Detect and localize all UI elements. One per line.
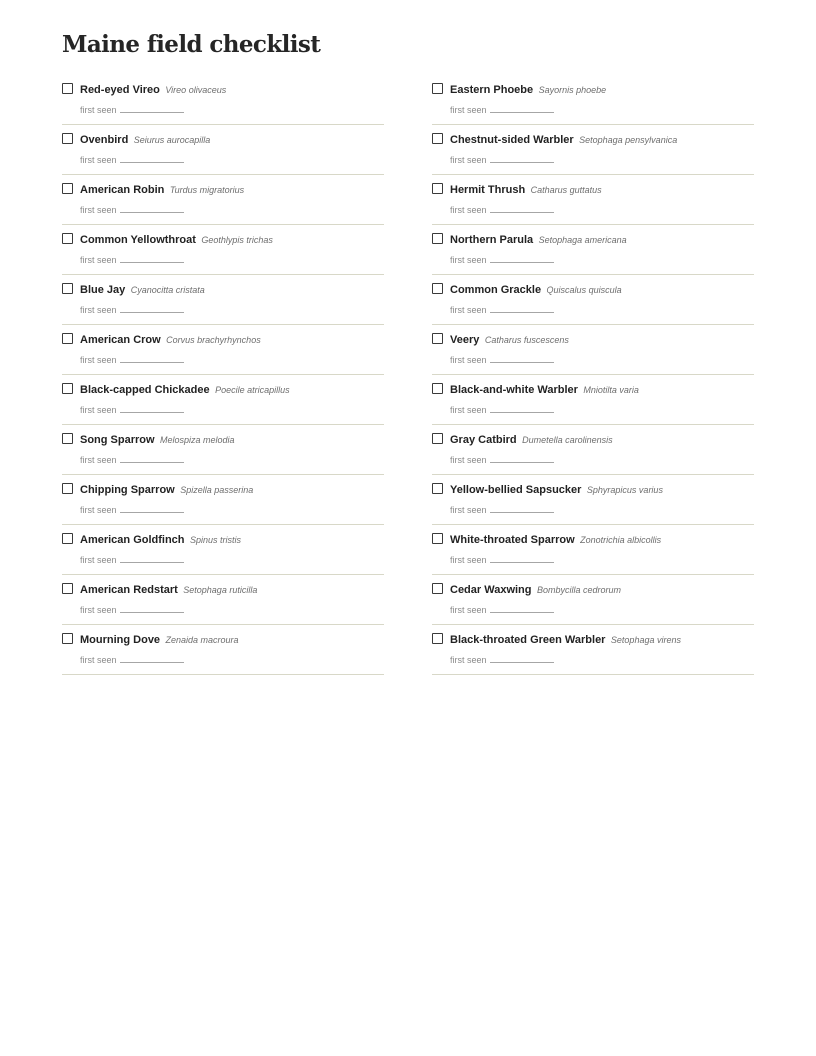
species-name-line — [450, 432, 613, 447]
scientific-name: Dumetella carolinensis — [522, 435, 613, 445]
first-seen-date-field[interactable] — [120, 353, 184, 363]
common-name: Gray Catbird — [450, 434, 517, 446]
first-seen-line — [80, 403, 184, 416]
first-seen-line — [450, 353, 554, 366]
scientific-name: Setophaga pensylvanica — [579, 135, 678, 145]
checklist-entry — [432, 175, 754, 225]
first-seen-label: first seen — [80, 405, 117, 415]
checklist-entry — [432, 425, 754, 475]
scientific-name: Melospiza melodia — [160, 435, 235, 445]
first-seen-line — [450, 203, 554, 216]
species-checkbox[interactable] — [432, 333, 443, 344]
first-seen-label: first seen — [450, 305, 487, 315]
first-seen-date-field[interactable] — [490, 403, 554, 413]
species-checkbox[interactable] — [432, 433, 443, 444]
first-seen-date-field[interactable] — [120, 153, 184, 163]
scientific-name: Zonotrichia albicollis — [580, 535, 662, 545]
species-checkbox[interactable] — [432, 83, 443, 94]
common-name: Northern Parula — [450, 234, 534, 246]
scientific-name: Sphyrapicus varius — [586, 485, 663, 495]
first-seen-date-field[interactable] — [490, 253, 554, 263]
first-seen-line — [80, 553, 184, 566]
first-seen-date-field[interactable] — [490, 153, 554, 163]
common-name: White-throated Sparrow — [450, 534, 575, 546]
checklist-entry — [432, 525, 754, 575]
species-name-line — [80, 382, 290, 397]
species-name-line — [80, 332, 261, 347]
species-name-line — [450, 382, 639, 397]
checklist-entry — [432, 75, 754, 125]
common-name: American Redstart — [80, 584, 178, 596]
first-seen-date-field[interactable] — [490, 503, 554, 513]
species-name-line — [80, 82, 226, 97]
species-name-line — [450, 132, 677, 147]
first-seen-label: first seen — [80, 555, 117, 565]
checklist-entry — [62, 425, 384, 475]
first-seen-date-field[interactable] — [120, 203, 184, 213]
species-checkbox[interactable] — [62, 83, 73, 94]
species-name-line — [450, 632, 681, 647]
first-seen-line — [80, 203, 184, 216]
first-seen-label: first seen — [450, 355, 487, 365]
checklist-entry — [432, 225, 754, 275]
scientific-name: Spinus tristis — [189, 535, 242, 545]
first-seen-label: first seen — [80, 455, 117, 465]
species-checkbox[interactable] — [62, 483, 73, 494]
checklist-entry — [62, 325, 384, 375]
checklist-column-right — [432, 75, 754, 675]
first-seen-label: first seen — [80, 105, 117, 115]
first-seen-label: first seen — [80, 255, 117, 265]
first-seen-date-field[interactable] — [490, 103, 554, 113]
common-name: Veery — [450, 334, 480, 346]
species-name-line — [450, 482, 663, 497]
first-seen-date-field[interactable] — [120, 103, 184, 113]
first-seen-label: first seen — [450, 105, 487, 115]
species-name-line — [450, 182, 602, 197]
species-name-line — [80, 482, 253, 497]
checklist-entry — [62, 125, 384, 175]
first-seen-label: first seen — [80, 355, 117, 365]
first-seen-line — [80, 353, 184, 366]
common-name: Common Grackle — [450, 284, 542, 296]
scientific-name: Quiscalus quiscula — [546, 285, 622, 295]
first-seen-label: first seen — [80, 505, 117, 515]
checklist-entry — [62, 75, 384, 125]
common-name: Eastern Phoebe — [450, 84, 534, 96]
checklist-entry — [432, 575, 754, 625]
species-checkbox[interactable] — [62, 583, 73, 594]
scientific-name: Seiurus aurocapilla — [133, 135, 211, 145]
first-seen-line — [450, 653, 554, 666]
common-name: Black-capped Chickadee — [80, 384, 210, 396]
species-name-line — [80, 532, 241, 547]
first-seen-line — [450, 603, 554, 616]
first-seen-date-field[interactable] — [120, 603, 184, 613]
species-name-line — [450, 532, 661, 547]
first-seen-date-field[interactable] — [490, 653, 554, 663]
first-seen-date-field[interactable] — [120, 653, 184, 663]
species-checkbox[interactable] — [62, 533, 73, 544]
scientific-name: Catharus guttatus — [530, 185, 602, 195]
species-checkbox[interactable] — [62, 283, 73, 294]
species-name-line — [80, 632, 239, 647]
common-name: Blue Jay — [80, 284, 126, 296]
species-name-line — [450, 82, 606, 97]
species-checkbox[interactable] — [432, 383, 443, 394]
first-seen-line — [80, 153, 184, 166]
species-checkbox[interactable] — [432, 483, 443, 494]
species-checkbox[interactable] — [432, 183, 443, 194]
species-checkbox[interactable] — [62, 233, 73, 244]
scientific-name: Setophaga virens — [610, 635, 681, 645]
first-seen-label: first seen — [80, 305, 117, 315]
first-seen-date-field[interactable] — [120, 253, 184, 263]
first-seen-line — [450, 103, 554, 116]
species-checkbox[interactable] — [432, 583, 443, 594]
first-seen-date-field[interactable] — [490, 553, 554, 563]
species-checkbox[interactable] — [432, 633, 443, 644]
scientific-name: Cyanocitta cristata — [130, 285, 205, 295]
checklist-entry — [62, 525, 384, 575]
scientific-name: Setophaga ruticilla — [183, 585, 258, 595]
common-name: American Crow — [80, 334, 161, 346]
common-name: Song Sparrow — [80, 434, 155, 446]
first-seen-label: first seen — [450, 605, 487, 615]
scientific-name: Zenaida macroura — [165, 635, 239, 645]
scientific-name: Corvus brachyrhynchos — [166, 335, 261, 345]
checklist-entry — [62, 475, 384, 525]
checklist-entry — [62, 175, 384, 225]
species-name-line — [450, 332, 569, 347]
species-name-line — [80, 432, 235, 447]
first-seen-label: first seen — [450, 505, 487, 515]
first-seen-date-field[interactable] — [490, 453, 554, 463]
common-name: American Goldfinch — [80, 534, 185, 546]
species-checkbox[interactable] — [432, 133, 443, 144]
species-name-line — [450, 282, 622, 297]
first-seen-date-field[interactable] — [490, 303, 554, 313]
species-name-line — [80, 132, 210, 147]
first-seen-line — [450, 153, 554, 166]
first-seen-date-field[interactable] — [120, 553, 184, 563]
first-seen-line — [80, 303, 184, 316]
scientific-name: Bombycilla cedrorum — [536, 585, 621, 595]
checklist-entry — [432, 325, 754, 375]
species-checkbox[interactable] — [432, 533, 443, 544]
first-seen-line — [80, 503, 184, 516]
scientific-name: Spizella passerina — [180, 485, 254, 495]
common-name: Cedar Waxwing — [450, 584, 532, 596]
first-seen-line — [450, 403, 554, 416]
common-name: Hermit Thrush — [450, 184, 526, 196]
species-name-line — [80, 232, 273, 247]
common-name: Chipping Sparrow — [80, 484, 175, 496]
first-seen-line — [450, 253, 554, 266]
first-seen-line — [450, 453, 554, 466]
common-name: Chestnut-sided Warbler — [450, 134, 574, 146]
first-seen-label: first seen — [80, 205, 117, 215]
scientific-name: Poecile atricapillus — [215, 385, 290, 395]
first-seen-line — [80, 453, 184, 466]
first-seen-date-field[interactable] — [490, 203, 554, 213]
species-checkbox[interactable] — [62, 383, 73, 394]
checklist-entry — [432, 375, 754, 425]
first-seen-date-field[interactable] — [120, 303, 184, 313]
checklist-entry — [432, 625, 754, 675]
first-seen-date-field[interactable] — [490, 353, 554, 363]
first-seen-label: first seen — [450, 455, 487, 465]
first-seen-date-field[interactable] — [120, 503, 184, 513]
scientific-name: Mniotilta varia — [583, 385, 639, 395]
scientific-name: Turdus migratorius — [169, 185, 245, 195]
first-seen-label: first seen — [450, 555, 487, 565]
first-seen-line — [80, 653, 184, 666]
scientific-name: Sayornis phoebe — [538, 85, 607, 95]
checklist-entry — [62, 625, 384, 675]
first-seen-date-field[interactable] — [120, 403, 184, 413]
checklist-entry — [62, 225, 384, 275]
checklist-entry — [62, 375, 384, 425]
species-checkbox[interactable] — [432, 283, 443, 294]
first-seen-label: first seen — [80, 655, 117, 665]
scientific-name: Catharus fuscescens — [484, 335, 569, 345]
first-seen-label: first seen — [450, 255, 487, 265]
species-name-line — [80, 282, 205, 297]
species-checkbox[interactable] — [432, 233, 443, 244]
scientific-name: Geothlypis trichas — [201, 235, 273, 245]
common-name: Red-eyed Vireo — [80, 84, 160, 96]
common-name: Mourning Dove — [80, 634, 161, 646]
species-name-line — [450, 232, 627, 247]
common-name: American Robin — [80, 184, 165, 196]
checklist-entry — [432, 125, 754, 175]
species-checkbox[interactable] — [62, 433, 73, 444]
checklist-entry — [62, 575, 384, 625]
common-name: Black-and-white Warbler — [450, 384, 578, 396]
species-name-line — [80, 582, 257, 597]
first-seen-line — [450, 303, 554, 316]
species-name-line — [450, 582, 621, 597]
first-seen-label: first seen — [80, 155, 117, 165]
checklist-entry — [432, 475, 754, 525]
species-checkbox[interactable] — [62, 333, 73, 344]
scientific-name: Vireo olivaceus — [165, 85, 227, 95]
checklist-column-left — [62, 75, 384, 675]
common-name: Yellow-bellied Sapsucker — [450, 484, 582, 496]
first-seen-label: first seen — [450, 405, 487, 415]
first-seen-label: first seen — [450, 155, 487, 165]
species-name-line — [80, 182, 244, 197]
common-name: Common Yellowthroat — [80, 234, 196, 246]
page-title: Maine field checklist — [62, 31, 321, 58]
checklist-entry — [432, 275, 754, 325]
first-seen-date-field[interactable] — [490, 603, 554, 613]
first-seen-label: first seen — [80, 605, 117, 615]
checklist-entry — [62, 275, 384, 325]
species-checkbox[interactable] — [62, 633, 73, 644]
first-seen-line — [450, 553, 554, 566]
species-checkbox[interactable] — [62, 133, 73, 144]
scientific-name: Setophaga americana — [538, 235, 627, 245]
first-seen-line — [80, 603, 184, 616]
species-checkbox[interactable] — [62, 183, 73, 194]
first-seen-label: first seen — [450, 655, 487, 665]
common-name: Black-throated Green Warbler — [450, 634, 606, 646]
common-name: Ovenbird — [80, 134, 129, 146]
first-seen-line — [80, 253, 184, 266]
first-seen-line — [80, 103, 184, 116]
first-seen-date-field[interactable] — [120, 453, 184, 463]
first-seen-label: first seen — [450, 205, 487, 215]
first-seen-line — [450, 503, 554, 516]
